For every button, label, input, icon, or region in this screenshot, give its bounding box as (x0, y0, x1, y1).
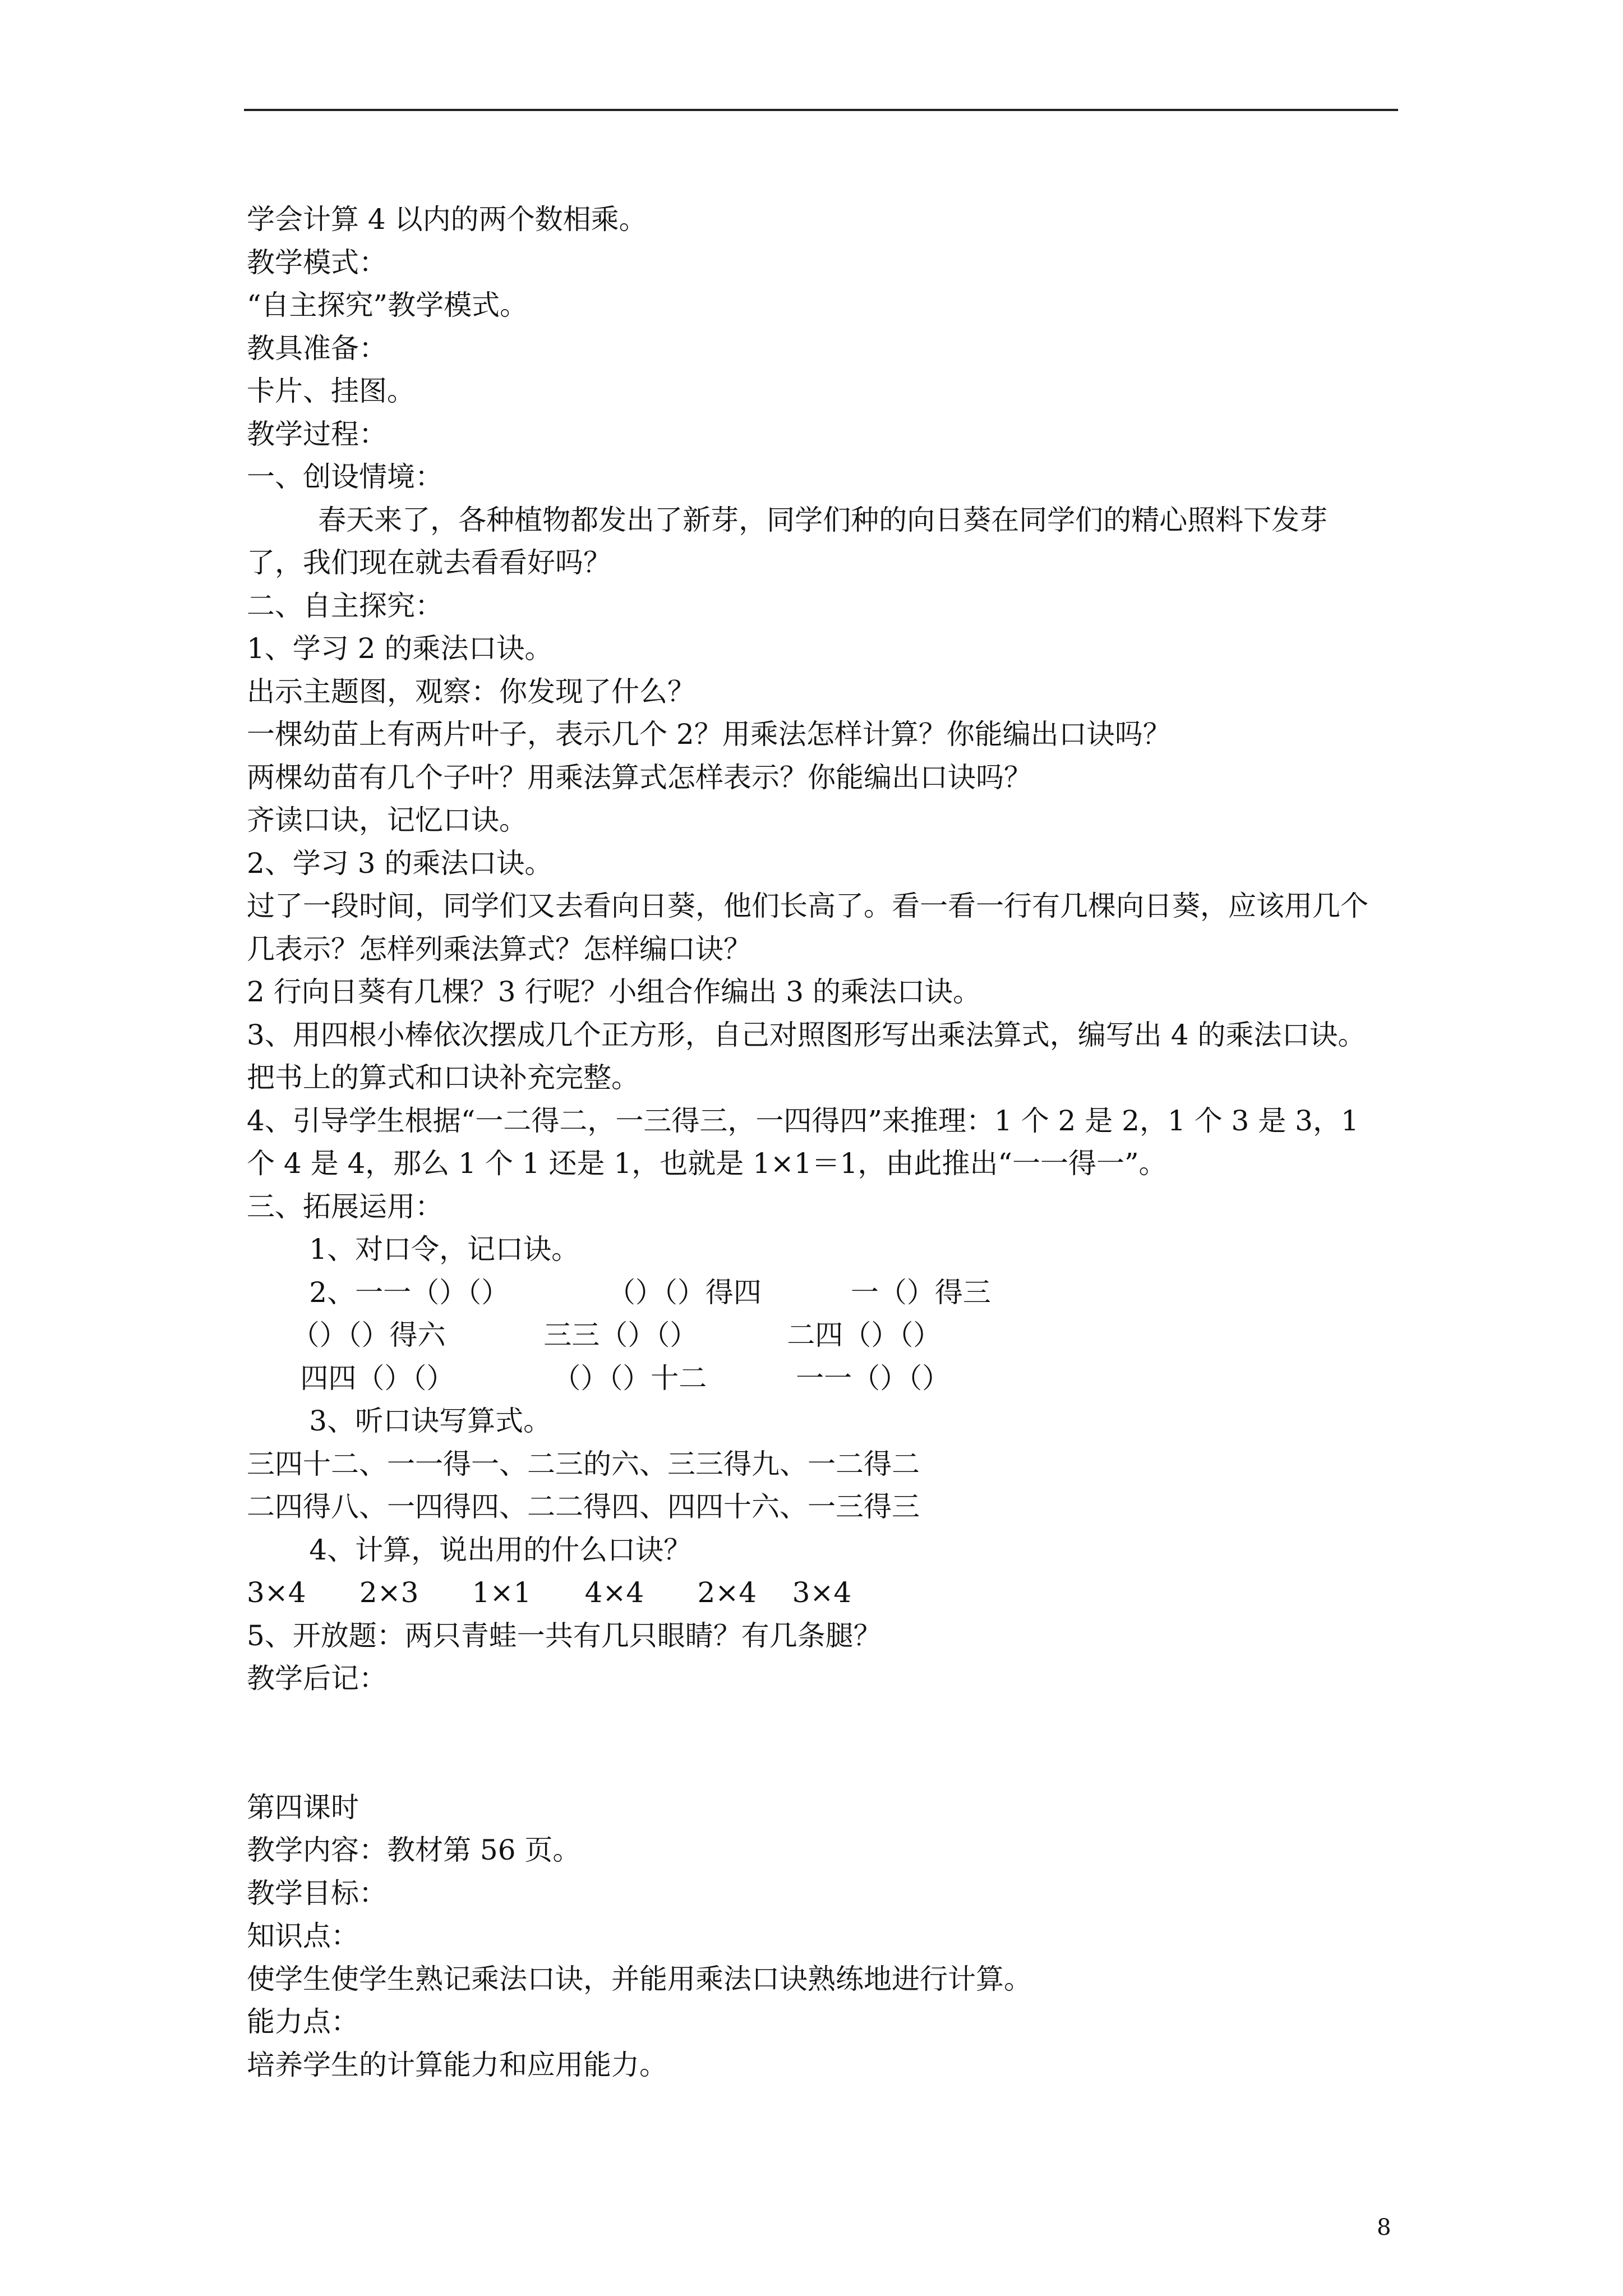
text-line: 1、对口令，记口诀。 (247, 1233, 580, 1266)
text-line: 学会计算 4 以内的两个数相乘。 (247, 203, 647, 236)
text-line: 教学内容：教材第 56 页。 (247, 1834, 581, 1866)
text-line: 教学过程： (247, 417, 387, 450)
text-line: 培养学生的计算能力和应用能力。 (247, 2048, 667, 2081)
text-line: 春天来了，各种植物都发出了新芽，同学们种的向日葵在同学们的精心照料下发芽 (247, 503, 1328, 536)
text-line: 把书上的算式和口诀补充完整。 (247, 1061, 639, 1094)
text-line: 3×4 2×3 1×1 4×4 2×4 3×4 (247, 1576, 852, 1609)
text-line: 卡片、挂图。 (247, 375, 415, 407)
text-line: “自主探究”教学模式。 (247, 289, 528, 321)
text-line: 2、学习 3 的乘法口诀。 (247, 846, 553, 880)
text-line: 教学目标： (247, 1876, 387, 1910)
text-line: 5、开放题：两只青蛙一共有几只眼睛？有几条腿？ (247, 1619, 882, 1652)
text-line: 二四得八、一四得四、二二得四、四四十六、一三得三 (247, 1490, 920, 1523)
text-line: 1、学习 2 的乘法口诀。 (247, 632, 553, 665)
page-number: 8 (1377, 2215, 1391, 2240)
text-line: 3、听口诀写算式。 (247, 1405, 552, 1437)
text-line: 过了一段时间，同学们又去看向日葵，他们长高了。看一看一行有几棵向日葵，应该用几个 (247, 890, 1368, 922)
text-line: 一棵幼苗上有两片叶子，表示几个 2？用乘法怎样计算？你能编出口诀吗？ (247, 718, 1171, 751)
text-line: 3、用四根小棒依次摆成几个正方形，自己对照图形写出乘法算式，编写出 4 的乘法口诀。 (247, 1018, 1366, 1051)
text-line: 几表示？怎样列乘法算式？怎样编口诀？ (247, 932, 751, 965)
text-line: 教学模式： (247, 246, 387, 279)
text-line: 四四（）（） （）（）十二 一一（）（） (247, 1361, 951, 1395)
text-line: 4、引导学生根据“一二得二，一三得三，一四得四”来推理：1 个 2 是 2，1 个 3 是 3，1 (247, 1104, 1359, 1137)
header-rule (244, 109, 1398, 111)
text-line: 能力点： (247, 2005, 359, 2038)
text-line: 教学后记： (247, 1662, 387, 1695)
text-line: 两棵幼苗有几个子叶？用乘法算式怎样表示？你能编出口诀吗？ (247, 761, 1032, 794)
text-line: 二、自主探究： (247, 589, 443, 622)
text-line: 第四课时 (247, 1791, 359, 1824)
text-line: 三四十二、一一得一、二三的六、三三得九、一二得二 (247, 1447, 920, 1480)
text-line: 一、创设情境： (247, 461, 443, 493)
text-line: 教具准备： (247, 332, 387, 365)
text-line: 2 行向日葵有几棵？3 行呢？小组合作编出 3 的乘法口诀。 (247, 976, 981, 1008)
text-line: 知识点： (247, 1920, 359, 1952)
text-line: 出示主题图，观察：你发现了什么？ (247, 675, 695, 708)
text-line: 了，我们现在就去看看好吗？ (247, 546, 611, 579)
text-line: 4、计算，说出用的什么口诀？ (247, 1533, 692, 1566)
text-line: 个 4 是 4，那么 1 个 1 还是 1，也就是 1×1＝1，由此推出“一一得一”。 (247, 1147, 1167, 1180)
text-line: 2、一一（）（） （）（）得四 一（）得三 (247, 1276, 991, 1309)
text-line: （）（）得六 三三（）（） 二四（）（） (247, 1319, 942, 1351)
text-line: 三、拓展运用： (247, 1190, 443, 1223)
text-line: 齐读口诀，记忆口诀。 (247, 804, 527, 836)
text-line: 使学生使学生熟记乘法口诀，并能用乘法口诀熟练地进行计算。 (247, 1962, 1032, 1995)
